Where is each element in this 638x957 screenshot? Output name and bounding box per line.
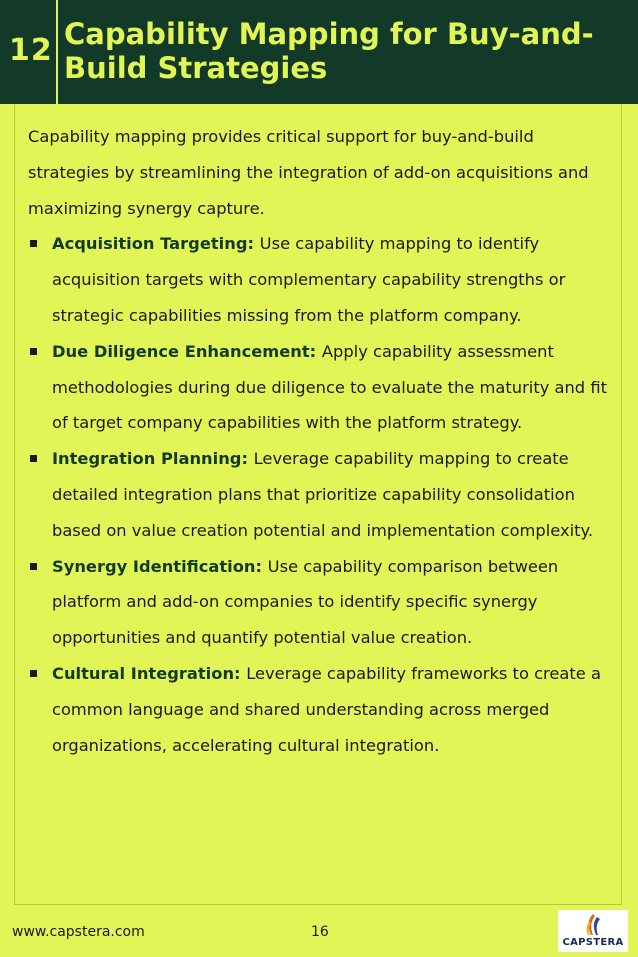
intro-paragraph: Capability mapping provides critical support for buy-and-build strategies by streamlining the integration of add-on acquisitions and maximizing synergy capture. [28, 127, 589, 218]
list-item [28, 226, 612, 333]
bullet-text: Apply capability assessment methodologies during due diligence to evaluate the maturity and fit of target company capabilities with the platform strategy. [52, 341, 607, 433]
page-number: 16 [311, 924, 329, 940]
bullet-title: Integration Planning: [52, 449, 254, 469]
page-title: Capability Mapping for Buy-and-Build Strategies [64, 17, 594, 85]
list-item [28, 334, 612, 441]
bullet-text: Leverage capability mapping to create detailed integration plans that prioritize capability consolidation based on value creation potential and implementation complexity. [52, 449, 594, 540]
footer-url-link[interactable]: www.capstera.com [12, 924, 145, 940]
bullet-text: Use capability comparison between platform and add-on companies to identify specific synergy opportunities and quantify potential value creation. [52, 556, 559, 648]
page-header [0, 0, 638, 104]
capstera-logo [558, 910, 628, 952]
header-divider [56, 0, 58, 104]
bullet-title: Cultural Integration: [52, 663, 247, 683]
bullet-title: Acquisition Targeting: [52, 234, 260, 254]
section-number: 12 [9, 33, 53, 68]
list-item [28, 549, 612, 656]
square-bullet-icon [30, 348, 37, 355]
logo-mark-icon [584, 913, 602, 937]
content-body [28, 119, 612, 763]
bullet-title: Synergy Identification: [52, 556, 268, 576]
logo-text: CAPSTERA [562, 937, 624, 948]
bullet-title: Due Diligence Enhancement: [52, 341, 322, 361]
list-item [28, 441, 612, 548]
bullet-text: Leverage capability frameworks to create a common language and shared understanding across merged organizations, accelerating cultural integration. [52, 663, 601, 755]
square-bullet-icon [30, 563, 37, 570]
bullet-text: Use capability mapping to identify acquisition targets with complementary capability strengths or strategic capabilities missing from the platform company. [52, 234, 566, 325]
square-bullet-icon [30, 670, 37, 677]
list-item [28, 656, 612, 763]
bullet-list [28, 226, 612, 763]
square-bullet-icon [30, 240, 37, 247]
square-bullet-icon [30, 455, 37, 462]
